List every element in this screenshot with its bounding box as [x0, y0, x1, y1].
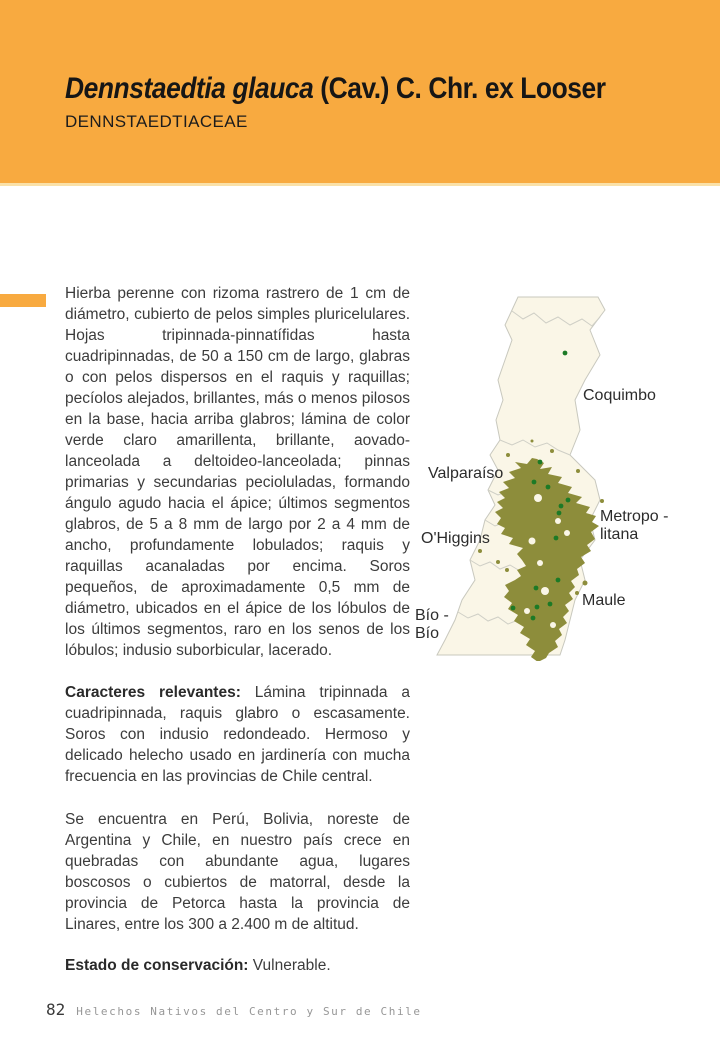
occurrence-dot: [563, 351, 568, 356]
species-name: Dennstaedtia glauca: [65, 72, 314, 105]
map-label-biobio-line1: Bío -: [415, 607, 449, 624]
occurrence-dot: [559, 504, 564, 509]
occurrence-dot: [566, 498, 571, 503]
header-band: [0, 0, 720, 186]
species-authority: (Cav.) C. Chr. ex Looser: [313, 72, 606, 105]
occurrence-dot: [556, 578, 561, 583]
map-label-coquimbo: Coquimbo: [583, 387, 656, 404]
book-title: Helechos Nativos del Centro y Sur de Chile: [76, 1005, 422, 1018]
map-label-valparaiso: Valparaíso: [428, 465, 504, 482]
page-footer: [46, 1000, 422, 1019]
occurrence-dot: [534, 586, 539, 591]
description-paragraph: Hierba perenne con rizoma rastrero de 1 cm de diámetro, cubierto de pelos simples pluricelulares. Hojas tripinnada-pinnatífidas hasta cuadripinnadas, de 50 a 150 cm de largo, glabras o con pelos dispersos en el raquis y raquillas; pecíolos alejados, brillantes, más o menos pilosos en la base, hacia arriba glabros; lámina de color verde claro amarillenta, brillante, aovado-lanceolada a deltoideo-lanceolada; pinnas primarias y secundarias pecioluladas, formando ángulo agudo hacia el ápice; últimos segmentos glabros, de 5 a 8 mm de largo por 2 a 4 mm de ancho, profundamente lobulados; raquis y raquillas acanaladas por encima. Soros pequeños, de aproximadamente 0,5 mm de diámetro, ubicados en el ápice de los lóbulos de los últimos segmentos, raro en los senos de los lóbulos; indusio suborbicular, lacerado.: [65, 285, 410, 659]
conservation-status-label: Estado de conservación:: [65, 957, 249, 974]
occurrence-dot: [535, 605, 540, 610]
relevant-characters-paragraph: [65, 682, 410, 787]
map-label-metropolitana-line2: litana: [600, 526, 639, 543]
map-label-maule: Maule: [582, 592, 626, 609]
occurrence-dot: [554, 536, 559, 541]
map-label-metropolitana: [600, 508, 668, 544]
distribution-map: [415, 293, 715, 663]
page-number: 82: [46, 1000, 66, 1019]
occurrence-dot: [548, 602, 553, 607]
occurrence-dot: [538, 460, 543, 465]
family-name: DENNSTAEDTIACEAE: [65, 112, 248, 131]
occurrence-dot: [532, 480, 537, 485]
relevant-characters-label: Caracteres relevantes:: [65, 684, 241, 701]
map-label-biobio-line2: Bío: [415, 625, 440, 642]
occurrence-dot: [511, 606, 516, 611]
map-label-ohiggins: O'Higgins: [421, 530, 490, 547]
text-column: [65, 283, 410, 997]
occurrence-dot: [531, 616, 536, 621]
map-label-metropolitana-line1: Metropo -: [600, 508, 669, 525]
relevant-characters-text: Lámina tripinnada a cuadripinnada, raquis glabro o escasamente. Soros con indusio redondeado. Hermoso y delicado helecho usado en jardinería con mucha frecuencia en las provincias de Chile central.: [65, 684, 410, 785]
paragraph-accent-bar: [0, 294, 46, 307]
distribution-paragraph: Se encuentra en Perú, Bolivia, noreste de Argentina y Chile, en nuestro país crece en quebradas con abundante agua, lugares boscosos o cubiertos de matorral, desde la provincia de Petorca hasta la provincia de Linares, entre los 300 a 2.400 m de altitud.: [65, 811, 410, 933]
page-title: [65, 72, 606, 106]
map-label-biobio: [415, 607, 449, 643]
occurrence-dot: [557, 511, 562, 516]
conservation-status-paragraph: [65, 955, 410, 976]
occurrence-dot: [546, 485, 551, 490]
conservation-status-value: Vulnerable.: [248, 957, 331, 974]
